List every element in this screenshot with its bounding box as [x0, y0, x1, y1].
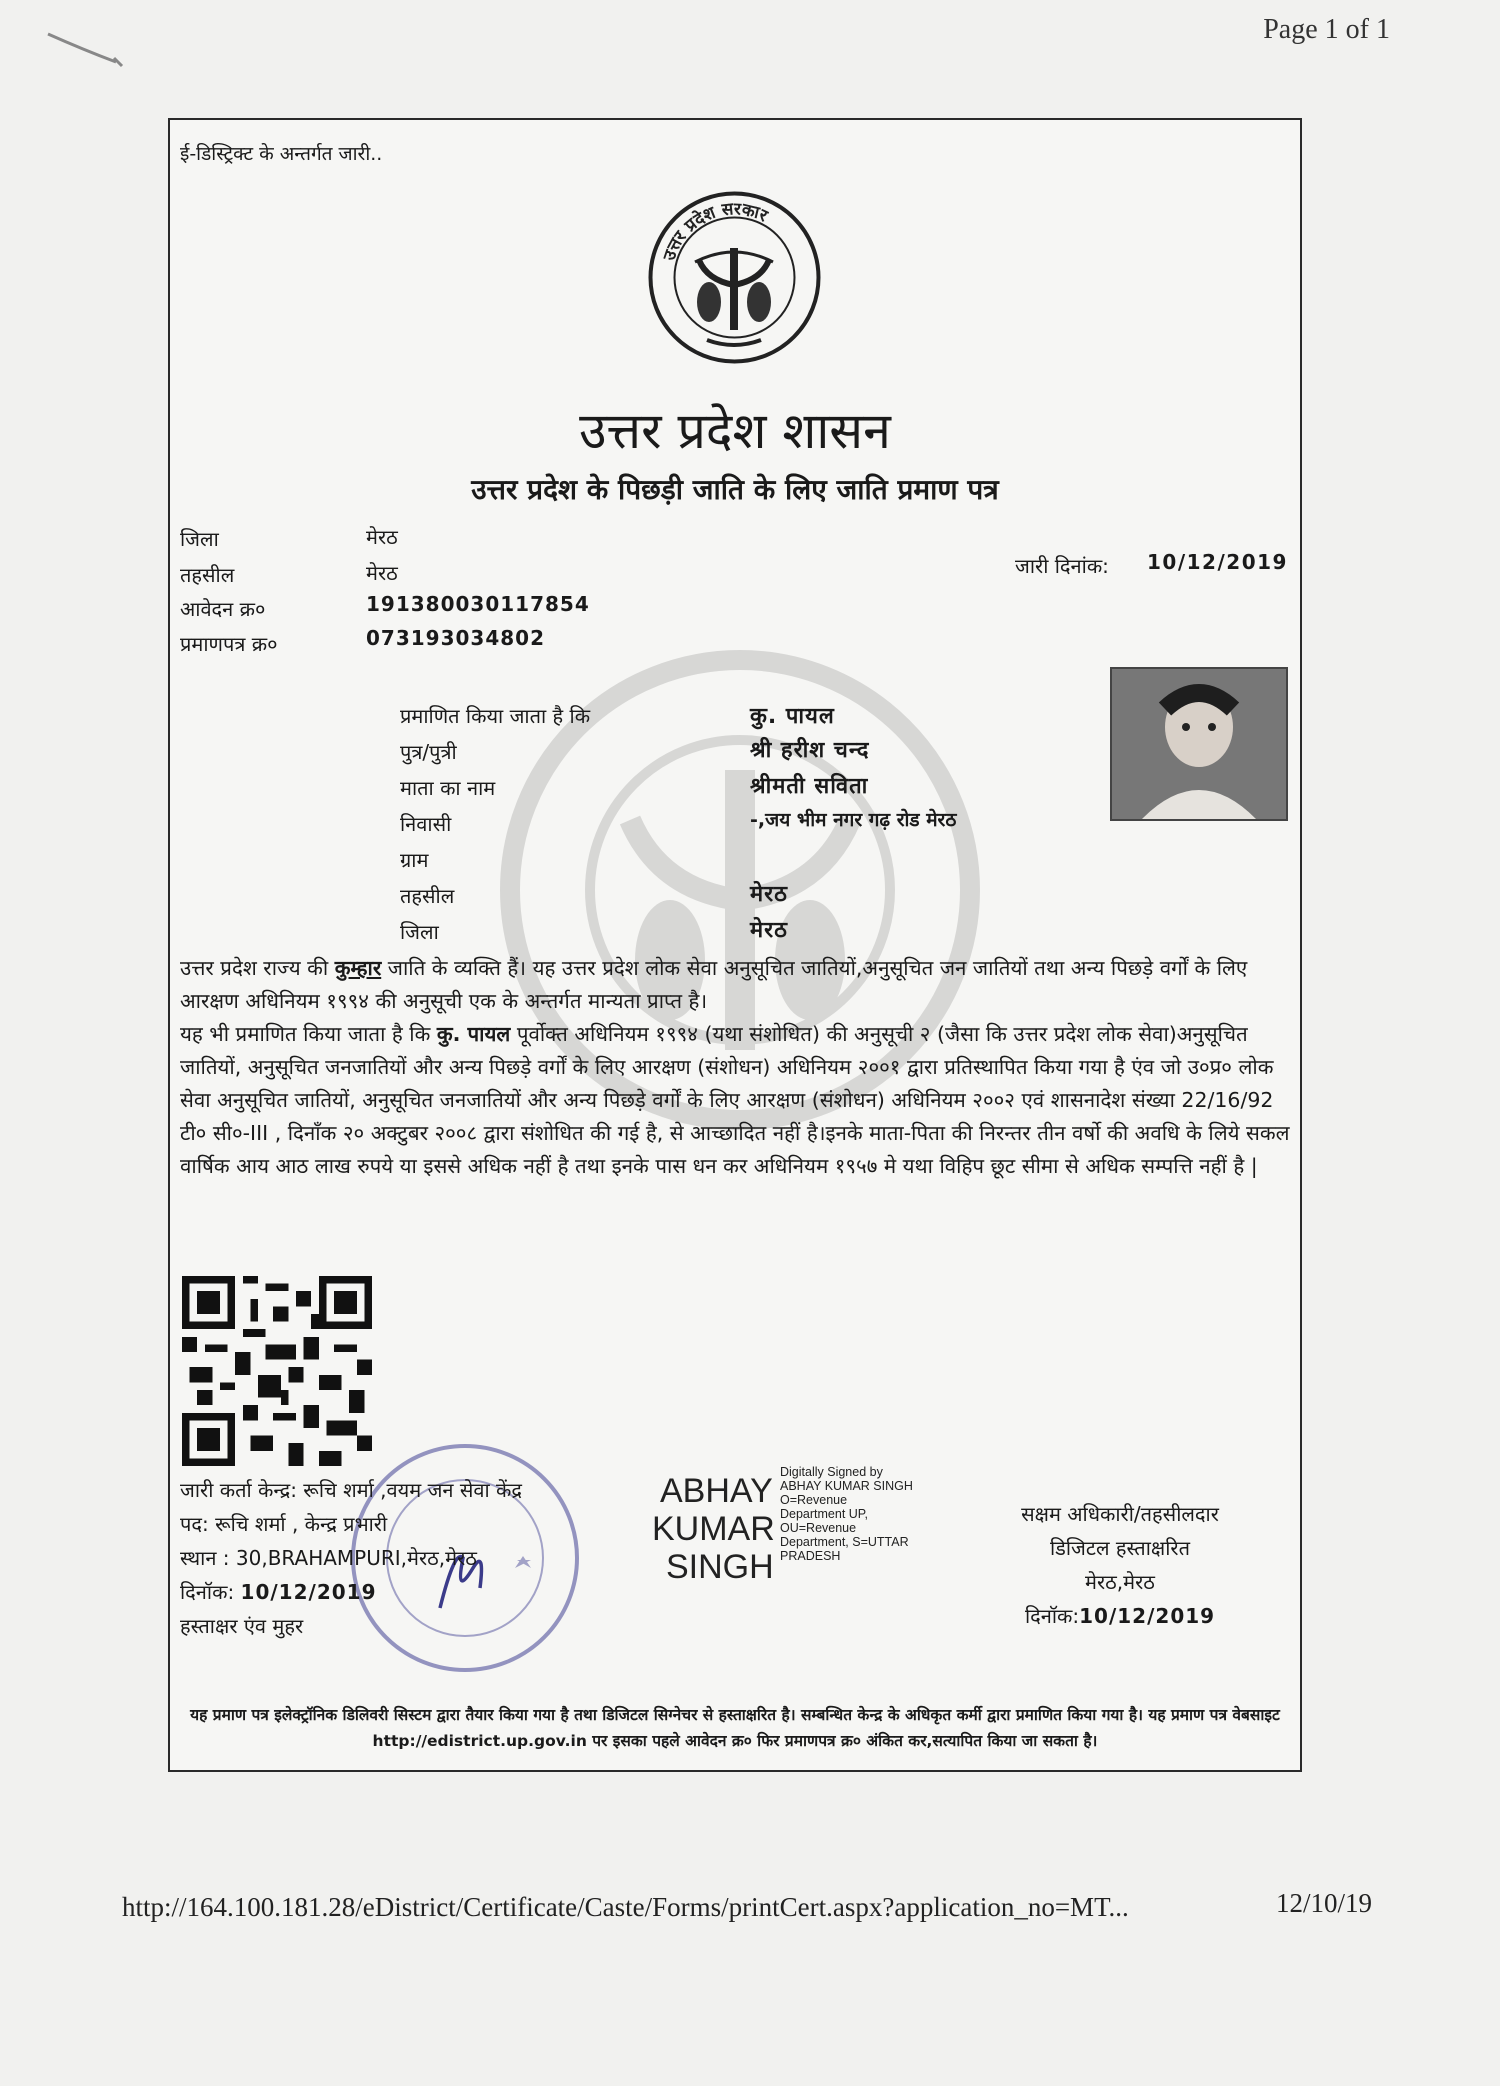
page-number: Page 1 of 1 — [1263, 14, 1390, 45]
authority-date-row — [970, 1602, 1270, 1629]
application-no-label: आवेदन क्र० — [180, 597, 266, 621]
resident-value: -,जय भीम नगर गढ़ रोड मेरठ — [750, 809, 957, 831]
mother-label: माता का नाम — [400, 776, 496, 800]
issuer-post-value: रूचि शर्मा , केन्द्र प्रभारी — [215, 1512, 388, 1536]
person-district-value: मेरठ — [750, 918, 788, 943]
person-tehsil-value: मेरठ — [750, 882, 788, 907]
dsig-name-line3: SINGH — [666, 1548, 774, 1586]
digital-signature — [652, 1465, 960, 1596]
relation-label: पुत्र/पुत्री — [400, 740, 457, 764]
authority-place: मेरठ,मेरठ — [1085, 1570, 1155, 1594]
tehsil-value: मेरठ — [366, 561, 398, 585]
staple-mark — [44, 28, 124, 68]
issuer-center-row — [180, 1476, 522, 1503]
resident-label: निवासी — [400, 812, 452, 836]
body-p1-end: जाति के व्यक्ति हैं। यह उत्तर प्रदेश लोक सेवा अनुसूचित जातियों,अनुसूचित जन जातियों तथा अन्य पिछड़े वर्गों के लिए आरक्षण अधिनियम १९९४ की अनुसूची एक के अन्तर्गत मान्यता प्राप्त है। — [180, 956, 1248, 1013]
print-date: 12/10/19 — [1276, 1888, 1373, 1918]
dsig-name-line1: ABHAY — [660, 1472, 773, 1510]
issuer-place-label: स्थान : — [180, 1546, 230, 1570]
print-url: http://164.100.181.28/eDistrict/Certificate/Caste/Forms/printCert.aspx?application_no=MT... — [122, 1892, 1129, 1922]
applicant-photo — [1110, 667, 1288, 821]
issued-under-text: ई-डिस्ट्रिक्ट के अन्तर्गत जारी.. — [180, 143, 383, 165]
dsig-name-line2: KUMAR — [652, 1510, 775, 1548]
dsig-line3: O=Revenue — [780, 1493, 848, 1507]
applicant-name: कु. पायल — [750, 704, 835, 729]
up-emblem-icon — [647, 190, 822, 365]
certificate-title: उत्तर प्रदेश के पिछड़ी जाति के लिए जाति प्रमाण पत्र — [471, 473, 999, 506]
dsig-line4: Department UP, — [780, 1507, 869, 1521]
body-p2-name: कु. पायल — [436, 1022, 511, 1046]
issuer-date-row — [180, 1578, 376, 1605]
issuer-post-label: पद: — [180, 1512, 209, 1536]
person-tehsil-label: तहसील — [400, 884, 455, 908]
caste-name: कुम्हार — [334, 956, 382, 980]
issuer-sign-label: हस्ताक्षर एंव मुहर — [180, 1614, 304, 1638]
person-district-label: जिला — [400, 920, 439, 944]
father-name: श्री हरीश चन्द — [750, 738, 870, 763]
district-label: जिला — [180, 527, 219, 551]
certified-label: प्रमाणित किया जाता है कि — [400, 704, 591, 728]
certificate-no-value: 073193034802 — [366, 626, 545, 650]
qr-code — [182, 1276, 372, 1466]
tehsil-label: तहसील — [180, 563, 235, 587]
body-p2-start: यह भी प्रमाणित किया जाता है कि — [180, 1022, 437, 1046]
certificate-body — [180, 952, 1290, 1183]
authority-signed: डिजिटल हस्ताक्षरित — [1050, 1536, 1190, 1560]
body-p1-start: उत्तर प्रदेश राज्य की — [180, 956, 335, 980]
issuer-center-value: रूचि शर्मा ,वयम जन सेवा केंद्र — [303, 1478, 523, 1502]
issuer-place-row — [180, 1544, 477, 1571]
issuer-center-label: जारी कर्ता केन्द्र: — [180, 1478, 297, 1502]
authority-date-value: 10/12/2019 — [1079, 1604, 1216, 1628]
issuer-post-row — [180, 1510, 387, 1537]
authority-title: सक्षम अधिकारी/तहसीलदार — [1021, 1502, 1219, 1526]
dsig-line2: ABHAY KUMAR SINGH — [780, 1479, 913, 1493]
village-label: ग्राम — [400, 848, 429, 872]
issuer-date-value: 10/12/2019 — [240, 1580, 377, 1604]
certificate-no-label: प्रमाणपत्र क्र० — [180, 632, 278, 656]
dsig-line7: PRADESH — [780, 1549, 841, 1563]
emblem-text: उत्तर प्रदेश सरकार — [659, 199, 771, 264]
footer-note: यह प्रमाण पत्र इलेक्ट्रॉनिक डिलिवरी सिस्टम द्वारा तैयार किया गया है तथा डिजिटल सिग्नेचर से हस्ताक्षरित है। सम्बन्धित केन्द्र के अधिकृत कर्मी द्वारा प्रमाणित किया गया है। यह प्रमाण पत्र वेबसाइट http://edistrict.up.gov.in पर इसका पहले आवेदन क्र० फिर प्रमाणपत्र क्र० अंकित कर,सत्यापित किया जा सकता है। — [190, 1706, 1280, 1750]
issue-date-value: 10/12/2019 — [1147, 550, 1288, 574]
issuer-date-label: दिनॉक: — [180, 1580, 235, 1604]
body-p2-end: पूर्वोक्त अधिनियम १९९४ (यथा संशोधित) की अनुसूची २ (जैसा कि उत्तर प्रदेश लोक सेवा)अनुसूचित जातियों, अनुसूचित जनजातियों और अन्य पिछड़े वर्गों के लिए आरक्षण (संशोधन) अधिनियम २००१ द्वारा प्रतिस्थापित किया गया है एंव जो उ०प्र० लोक सेवा अनुसूचित जातियों, अनुसूचित जनजातियों और अन्य पिछड़े वर्गों के लिए आरक्षण (संशोधन) अधिनियम २००२ एवं शासनादेश संख्या 22/16/92 टी० सी०-III , दिनाँक २० अक्टुबर २००८ द्वारा संशोधित की गई है, से आच्छादित नहीं है।इनके माता-पिता की निरन्तर तीन वर्षो की अवधि के लिये सकल वार्षिक आय आठ लाख रुपये या इससे अधिक नहीं है तथा इनके पास धन कर अधिनियम १९५७ मे यथा विहिप छूट सीमा से अधिक सम्पत्ति नहीं है | — [180, 1022, 1290, 1178]
dsig-line5: OU=Revenue — [780, 1521, 857, 1535]
issuer-place-value: 30,BRAHAMPURI,मेरठ,मेरठ — [235, 1546, 477, 1570]
authority-date-label: दिनॉक: — [1024, 1604, 1080, 1628]
government-title: उत्तर प्रदेश शासन — [579, 402, 891, 460]
mother-name: श्रीमती सविता — [750, 774, 869, 799]
certificate — [168, 118, 1302, 1772]
application-no-value: 191380030117854 — [366, 592, 590, 616]
dsig-line6: Department, S=UTTAR — [780, 1535, 909, 1549]
dsig-line1: Digitally Signed by — [780, 1465, 883, 1479]
issue-date-label: जारी दिनांक: — [1015, 554, 1109, 578]
district-value: मेरठ — [366, 525, 398, 549]
